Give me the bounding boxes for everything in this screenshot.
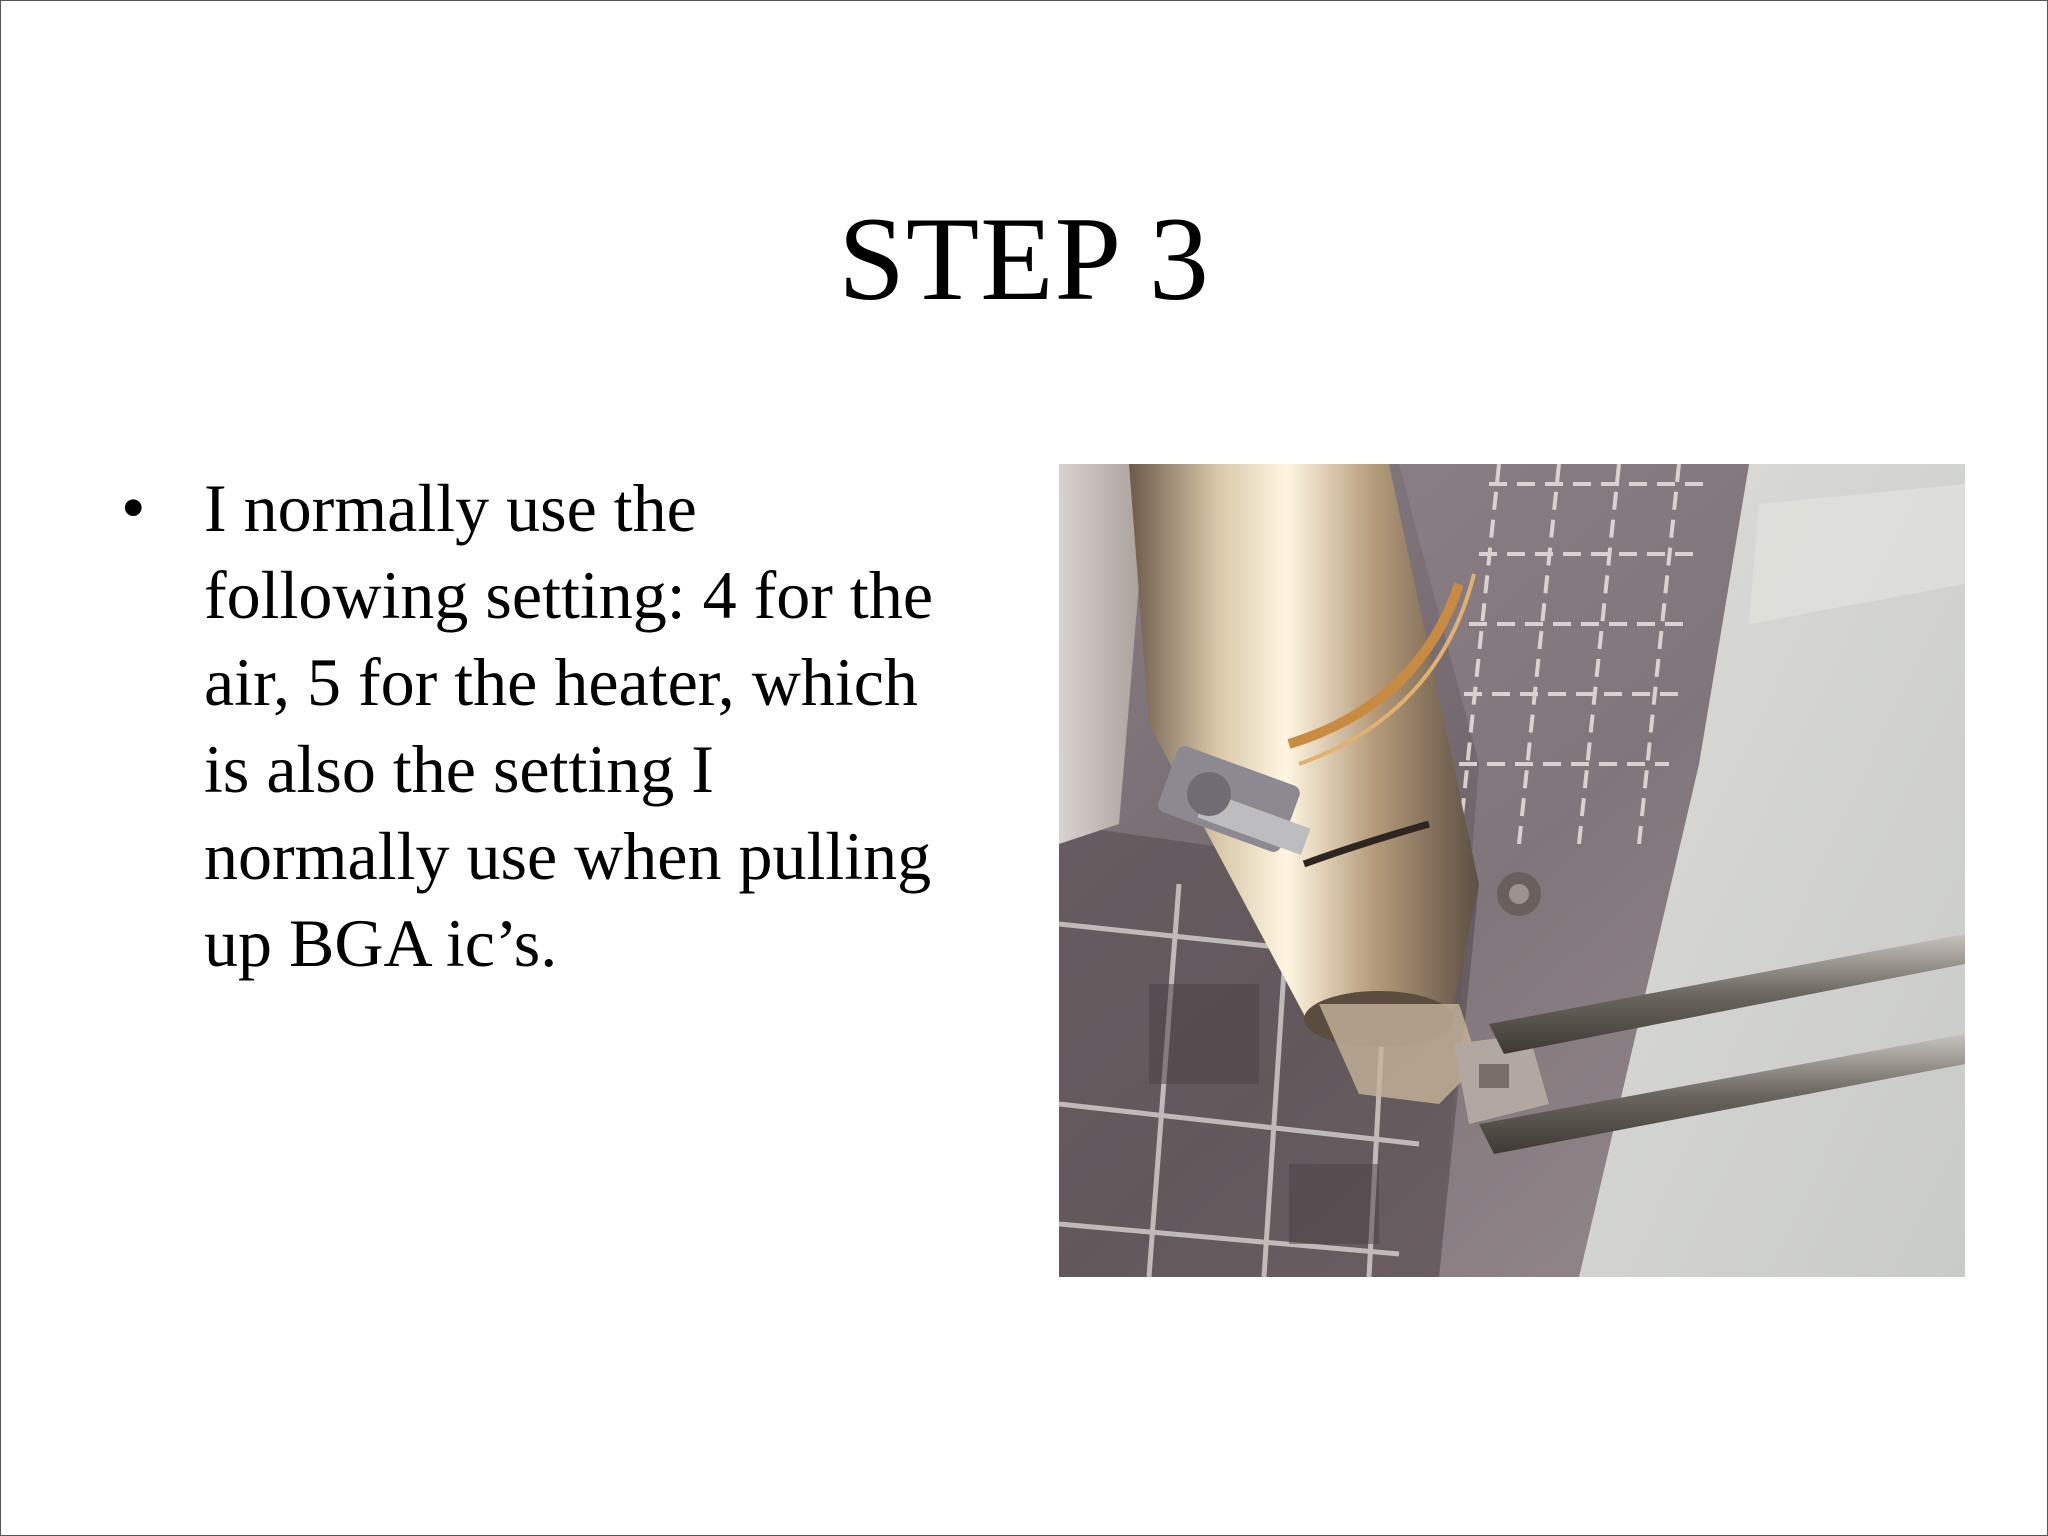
rework-photo bbox=[1059, 464, 1965, 1277]
bullet-line: is also the setting I bbox=[204, 731, 714, 807]
bullet-marker: • bbox=[121, 470, 146, 547]
bullet-line: up BGA ic’s. bbox=[204, 905, 558, 981]
bullet-line: normally use when pulling bbox=[204, 818, 932, 894]
bullet-line: air, 5 for the heater, which bbox=[204, 644, 918, 720]
bullet-line: following setting: 4 for the bbox=[204, 557, 934, 633]
slide-title: STEP 3 bbox=[838, 192, 1210, 325]
bullet-text bbox=[204, 465, 1004, 987]
bullet-line: I normally use the bbox=[204, 470, 697, 546]
